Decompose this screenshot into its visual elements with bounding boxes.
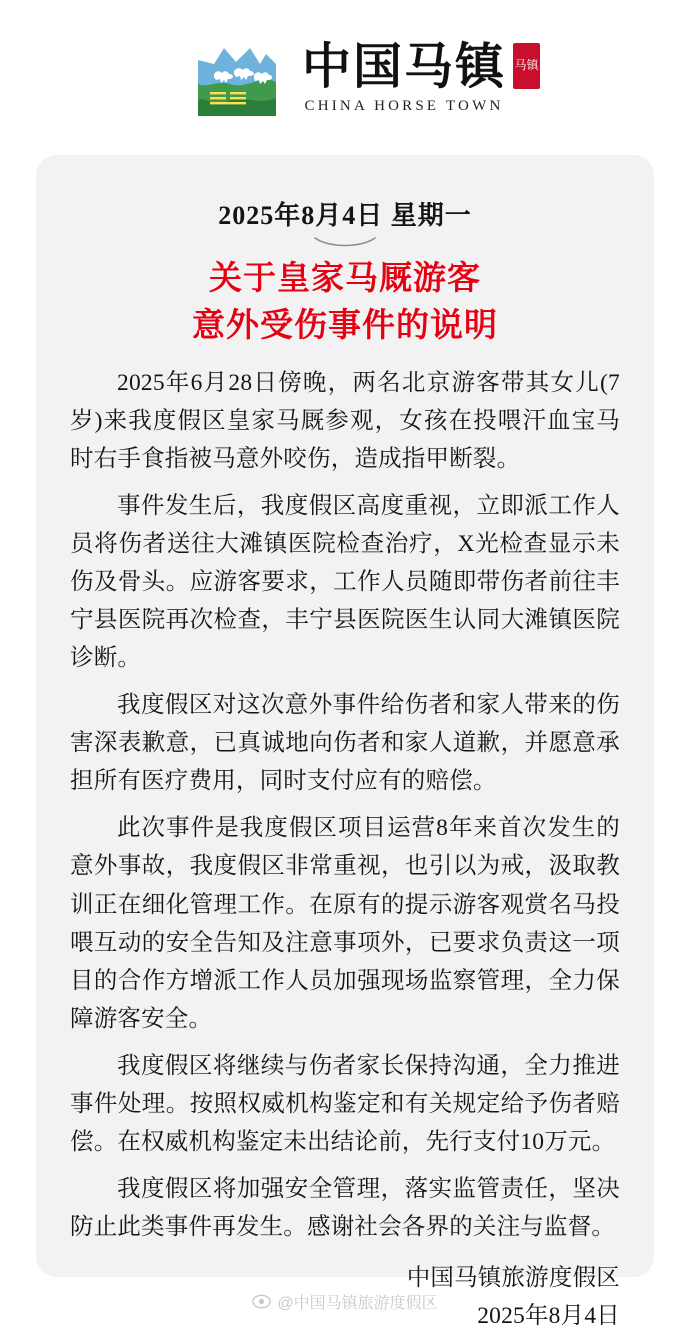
brand-header <box>0 0 690 148</box>
paragraph: 事件发生后，我度假区高度重视，立即派工作人员将伤者送往大滩镇医院检查治疗，X光检查显示未伤及骨头。应游客要求，工作人员随即带伤者前往丰宁县医院再次检查，丰宁县医院医生认同大滩镇医院诊断。 <box>70 492 620 672</box>
paragraph: 此次事件是我度假区项目运营8年来首次发生的意外事故，我度假区非常重视，也引以为戒，汲取教训正在细化管理工作。在原有的提示游客观赏名马投喂互动的安全告知及注意事项外，已要求负责这一项目的合作方增派工作人员加强现场监察管理，全力保障游客安全。 <box>70 815 620 1032</box>
brand-name-en: CHINA HORSE TOWN <box>304 98 504 115</box>
paragraph: 我度假区对这次意外事件给伤者和家人带来的伤害深表歉意，已真诚地向伤者和家人道歉，并愿意承担所有医疗费用，同时支付应有的赔偿。 <box>70 692 620 795</box>
paragraph: 2025年6月28日傍晚，两名北京游客带其女儿(7岁)来我度假区皇家马厩参观，女孩在投喂汗血宝马时右手食指被马意外咬伤，造成指甲断裂。 <box>70 369 620 472</box>
brand-seal-icon: 马镇 <box>513 43 540 89</box>
brand-wordmark <box>301 38 539 116</box>
footer-account-name: @中国马镇旅游度假区 <box>277 1295 438 1312</box>
footer-watermark <box>0 1290 690 1313</box>
brand-name-cn: 中国马镇 <box>301 38 506 94</box>
page-title-line-1: 关于皇家马厩游客 <box>209 261 481 297</box>
paragraph: 我度假区将继续与伤者家长保持沟通，全力推进事件处理。按照权威机构鉴定和有关规定给予伤者赔偿。在权威机构鉴定未出结论前，先行支付10万元。 <box>70 1052 620 1155</box>
page-title-line-2: 意外受伤事件的说明 <box>192 307 498 344</box>
signature-date: 2025年8月4日 <box>477 1302 620 1329</box>
statement-card <box>36 155 654 1329</box>
signature-organization: 中国马镇旅游度假区 <box>406 1265 620 1292</box>
weibo-eye-icon <box>252 1294 271 1309</box>
statement-date: 2025年8月4日 星期一 <box>218 201 472 230</box>
statement-body <box>70 364 620 1246</box>
divider-swoosh-icon <box>313 236 377 250</box>
paragraph: 我度假区将加强安全管理，落实监管责任，坚决防止此类事件再发生。感谢社会各界的关注与监督。 <box>70 1175 620 1241</box>
page-title <box>70 256 620 350</box>
horse-silhouette-icon <box>184 30 288 126</box>
